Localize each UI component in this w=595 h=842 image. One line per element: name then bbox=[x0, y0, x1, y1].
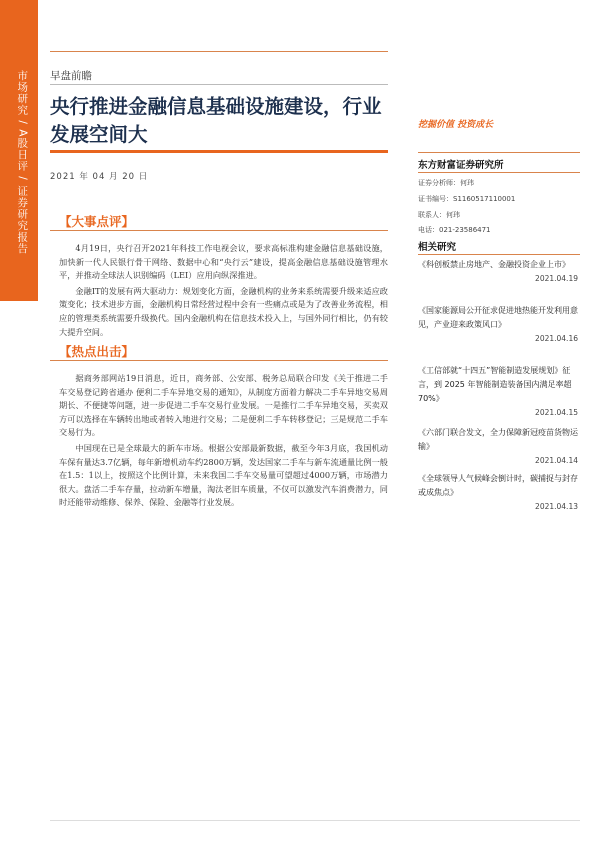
related-heading: 相关研究 bbox=[418, 242, 457, 253]
company-rule-top bbox=[418, 152, 580, 153]
slogan: 挖掘价值 投资成长 bbox=[418, 120, 494, 130]
paragraph: 据商务部网站19日消息，近日，商务部、公安部、税务总局联合印发《关于推进二手车交易登记跨省通办 便利二手车异地交易的通知》，从制度方面着力解决二手车异地交易周期长、不便捷等问题，进一步促进二手车交易行业发展。一是推行二手车异地交易，买卖双方可以选择在车辆转出地或者转入地进行交易；二是便利二手车转移登记；三是规范二手车交易行为。 bbox=[59, 373, 388, 438]
related-item-date: 2021.04.15 bbox=[535, 408, 578, 417]
section-heading-review: 【大事点评】 bbox=[59, 214, 135, 229]
related-item-date: 2021.04.16 bbox=[535, 334, 578, 343]
contact-line: 联系人：何玮 bbox=[418, 211, 460, 219]
related-item-date: 2021.04.19 bbox=[535, 274, 578, 283]
page-title: 央行推进金融信息基础设施建设，行业发展空间大 bbox=[50, 95, 382, 146]
section-rule bbox=[50, 360, 388, 361]
paragraph: 中国现在已是全球最大的新车市场。根据公安部最新数据，截至今年3月底，我国机动车保有量达3.7亿辆，每年新增机动车约2800万辆，发达国家二手车与新车流通量比例一般在1.5：1以上，按照这个比例计算，未来我国二手车交易量可望超过4000万辆，市场潜力很大。盘活二手车存量，拉动新车增量，淘汰老旧车质量，不仅可以激发汽车消费潜力，同时还能带动维修、保养、保险、金融等行业发展。 bbox=[59, 442, 388, 508]
paragraph: 4月19日，央行召开2021年科技工作电视会议，要求高标准构建金融信息基础设施，加快新一代人民银行骨干网络、数据中心和“央行云”建设，提高金融信息基础设施管理水平，并推动全球法人识别编码（LEI）应用向纵深推进。 bbox=[59, 243, 388, 281]
side-bar bbox=[0, 0, 38, 301]
phone-line: 电话：021-23586471 bbox=[418, 226, 491, 234]
related-item-date: 2021.04.14 bbox=[535, 456, 578, 465]
related-item[interactable] bbox=[418, 364, 578, 417]
related-item-title[interactable]: 《工信部就“十四五”智能制造发展规划》征言，到 2025 年智能制造装备国内满足率超 70%》 bbox=[418, 366, 572, 403]
title-rule bbox=[50, 150, 388, 153]
related-item[interactable] bbox=[418, 304, 578, 343]
related-item-date: 2021.04.13 bbox=[535, 502, 578, 511]
side-bar-label: 市场研究 / A股日评 / 证券研究报告 bbox=[16, 70, 29, 255]
section-rule bbox=[50, 230, 388, 231]
related-item-title[interactable]: 《国家能源局公开征求促进地热能开发利用意见，产业迎来政策风口》 bbox=[418, 306, 578, 329]
license-line: 证书编号：S1160517110001 bbox=[418, 195, 516, 203]
footer-rule bbox=[50, 820, 580, 821]
related-rule bbox=[418, 254, 580, 255]
section-body-hotspot bbox=[59, 372, 388, 510]
report-date: 2021 年 04 月 20 日 bbox=[50, 172, 149, 182]
related-item-title[interactable]: 《科创板禁止房地产、金融投资企业上市》 bbox=[418, 260, 570, 269]
company-name: 东方财富证券研究所 bbox=[418, 160, 504, 171]
header-rule bbox=[50, 51, 388, 52]
paragraph: 金融IT的发展有两大驱动力：规划变化方面，金融机构的业务来系统需要升级来适应政策变化；技术进步方面，金融机构日常经营过程中会有一些痛点或是为了改善业务流程，相应的管理类系统需要升级换代。国内金融机构在信息技术投入上，与国外同行相比，仍有较大提升空间。 bbox=[59, 285, 388, 337]
related-item[interactable] bbox=[418, 258, 578, 283]
company-rule-bottom bbox=[418, 172, 580, 173]
related-item[interactable] bbox=[418, 426, 578, 465]
section-body-review bbox=[59, 242, 388, 339]
related-item-title[interactable]: 《全球领导人气候峰会倒计时，碳捕捉与封存或成焦点》 bbox=[418, 474, 578, 497]
analyst-line: 证券分析师：何玮 bbox=[418, 179, 474, 187]
related-item-title[interactable]: 《六部门联合发文，全力保障新冠疫苗货物运输》 bbox=[418, 428, 578, 451]
category-rule bbox=[50, 84, 388, 85]
related-item[interactable] bbox=[418, 472, 578, 511]
report-category: 早盘前瞻 bbox=[50, 70, 92, 82]
section-heading-hotspot: 【热点出击】 bbox=[59, 344, 135, 359]
